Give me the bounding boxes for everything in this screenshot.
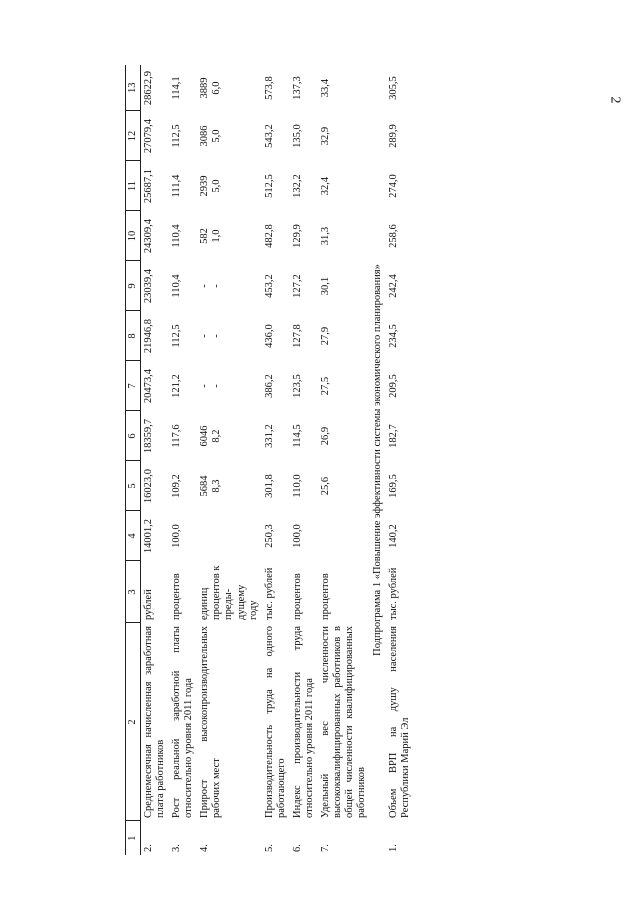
value-cell-multiline <box>197 461 261 511</box>
unit-of-measure: процентов <box>291 573 303 620</box>
value-line: 5,0 <box>211 179 223 193</box>
value-cell: 27,5 <box>319 376 331 396</box>
table-row <box>386 65 414 855</box>
value-cell-multiline <box>197 311 261 361</box>
value-cell: 209,5 <box>388 374 400 398</box>
value-cell: 123,5 <box>291 374 303 398</box>
value-cell-multiline <box>197 211 261 261</box>
value-cell: 543,2 <box>263 124 275 148</box>
value-cell <box>197 511 261 561</box>
value-cell: 114,5 <box>291 424 303 448</box>
table-row <box>318 65 370 855</box>
indicator-name: Прирост высокопроизводительных рабочих мест <box>199 626 223 818</box>
value-line: 1,0 <box>211 229 223 243</box>
page-number: 2 <box>607 96 623 104</box>
value-line: 8,2 <box>211 429 223 443</box>
value-cell: 109,2 <box>171 474 183 498</box>
value-line: - <box>211 384 223 388</box>
value-cell-multiline <box>197 361 261 411</box>
value-cell: 250,3 <box>263 524 275 548</box>
value-line: - <box>211 284 223 288</box>
value-cell: 26,9 <box>319 426 331 446</box>
indicator-name: Среднемесячная начисленная заработная плата работников <box>143 626 167 818</box>
row-number: 2. <box>143 844 155 852</box>
value-cell: 27,9 <box>319 326 331 346</box>
row-number: 3. <box>171 844 183 852</box>
indicator-table <box>125 65 414 855</box>
value-cell: 31,3 <box>319 226 331 246</box>
value-line: 2939 <box>199 175 211 197</box>
column-index-cell: 1 <box>126 821 141 855</box>
value-line: 8,3 <box>211 479 223 493</box>
column-index-cell: 12 <box>126 111 141 161</box>
value-line: - <box>199 384 211 388</box>
value-cell: 28622,9 <box>143 70 155 106</box>
value-cell: 121,2 <box>171 374 183 398</box>
value-cell: 14001,2 <box>143 518 155 554</box>
value-cell: 25,6 <box>319 476 331 496</box>
value-line: 3889 <box>199 77 211 99</box>
value-cell: 25687,1 <box>143 168 155 204</box>
rotated-page-content <box>125 25 590 855</box>
value-cell: 242,4 <box>388 274 400 298</box>
value-cell: 289,9 <box>388 124 400 148</box>
unit-of-measure: рублей <box>143 589 155 620</box>
value-cell: 127,8 <box>291 324 303 348</box>
value-cell-multiline <box>197 411 261 461</box>
value-cell: 234,5 <box>388 324 400 348</box>
column-index-cell: 10 <box>126 211 141 261</box>
table-row <box>290 65 318 855</box>
value-cell: 111,4 <box>171 174 183 198</box>
value-cell-multiline <box>197 65 261 111</box>
value-cell: 436,0 <box>263 324 275 348</box>
value-cell: 110,0 <box>291 474 303 498</box>
value-cell: 27079,4 <box>143 118 155 154</box>
column-index-cell: 9 <box>126 261 141 311</box>
column-index-cell: 4 <box>126 511 141 561</box>
value-cell: 33,4 <box>319 78 331 98</box>
indicator-name: Индекс производительности труда относительно уровня 2011 года <box>291 626 315 818</box>
subprogram-row <box>370 65 386 855</box>
column-index-cell: 8 <box>126 311 141 361</box>
column-index-cell: 7 <box>126 361 141 411</box>
value-line: 5684 <box>199 475 211 497</box>
column-index-cell: 3 <box>126 561 141 623</box>
value-cell: 573,8 <box>263 76 275 100</box>
indicator-name: Производительность труда на одного работающего <box>263 626 287 818</box>
column-index-cell: 13 <box>126 65 141 111</box>
unit-of-measure: тыс. рублей <box>388 567 400 620</box>
table-row <box>169 65 197 855</box>
column-index-cell: 5 <box>126 461 141 511</box>
row-number: 6. <box>291 844 303 852</box>
column-index-cell: 6 <box>126 411 141 461</box>
column-index-cell: 11 <box>126 161 141 211</box>
value-cell: 24309,4 <box>143 218 155 254</box>
value-cell: 453,2 <box>263 274 275 298</box>
subprogram-title: Подпрограмма 1 «Повышение эффективности системы экономического планирования» <box>372 264 384 656</box>
value-cell: 331,2 <box>263 424 275 448</box>
value-cell: 169,5 <box>388 474 400 498</box>
indicator-name: Рост реальной заработной платы относительно уровня 2011 года <box>171 626 195 818</box>
value-cell: 132,2 <box>291 174 303 198</box>
value-cell: 32,4 <box>319 176 331 196</box>
value-cell-multiline <box>197 111 261 161</box>
row-number: 4. <box>199 844 211 852</box>
value-cell: 110,4 <box>171 224 183 248</box>
value-line: - <box>199 334 211 338</box>
row-number: 1. <box>388 844 400 852</box>
value-cell: 23039,4 <box>143 268 155 304</box>
value-cell: 512,5 <box>263 174 275 198</box>
value-cell: 182,7 <box>388 424 400 448</box>
value-cell: 112,5 <box>171 324 183 348</box>
value-cell: 127,2 <box>291 274 303 298</box>
value-cell: 386,2 <box>263 374 275 398</box>
table-row <box>262 65 290 855</box>
value-cell: 20473,4 <box>143 368 155 404</box>
indicator-name: Удельный вес численности высококвалифицированных работников в общей численности квалифицированных работников <box>319 626 368 818</box>
value-cell: 100,0 <box>171 524 183 548</box>
value-cell: 305,5 <box>388 76 400 100</box>
value-line: 3086 <box>199 125 211 147</box>
unit-of-measure: процентов <box>171 573 183 620</box>
unit-of-measure: тыс. рублей <box>263 567 275 620</box>
value-line: - <box>199 284 211 288</box>
value-cell-multiline <box>197 161 261 211</box>
value-cell: 110,4 <box>171 274 183 298</box>
value-line: - <box>211 334 223 338</box>
value-cell: 114,1 <box>171 76 183 100</box>
value-cell: 16023,0 <box>143 468 155 504</box>
value-cell: 21946,8 <box>143 318 155 354</box>
value-line: 582 <box>199 228 211 244</box>
value-cell: 112,5 <box>171 124 183 148</box>
value-cell: 117,6 <box>171 424 183 448</box>
row-number: 5. <box>263 844 275 852</box>
value-cell: 100,0 <box>291 524 303 548</box>
value-cell: 32,9 <box>319 126 331 146</box>
value-cell-multiline <box>197 261 261 311</box>
value-cell: 18359,7 <box>143 418 155 454</box>
column-index-cell: 2 <box>126 623 141 821</box>
table-row <box>197 65 261 855</box>
indicator-name: Объем ВРП на душу населения Республики Марий Эл <box>388 626 412 818</box>
value-line: 5,0 <box>211 129 223 143</box>
value-cell: 301,8 <box>263 474 275 498</box>
value-line: 6,0 <box>211 81 223 95</box>
value-cell: 137,3 <box>291 76 303 100</box>
value-line: 6046 <box>199 425 211 447</box>
value-cell: 30,1 <box>319 276 331 296</box>
value-cell <box>318 511 370 561</box>
value-cell: 274,0 <box>388 174 400 198</box>
value-cell: 135,0 <box>291 124 303 148</box>
unit-of-measure: процентов <box>319 573 331 620</box>
row-number: 7. <box>319 844 331 852</box>
value-cell: 482,8 <box>263 224 275 248</box>
table-row <box>141 65 170 855</box>
unit-of-measure: единиц процентов к преды-дущему году <box>199 565 259 620</box>
value-cell: 140,2 <box>388 524 400 548</box>
value-cell: 258,6 <box>388 224 400 248</box>
value-cell: 129,9 <box>291 224 303 248</box>
column-index-row <box>126 65 141 855</box>
